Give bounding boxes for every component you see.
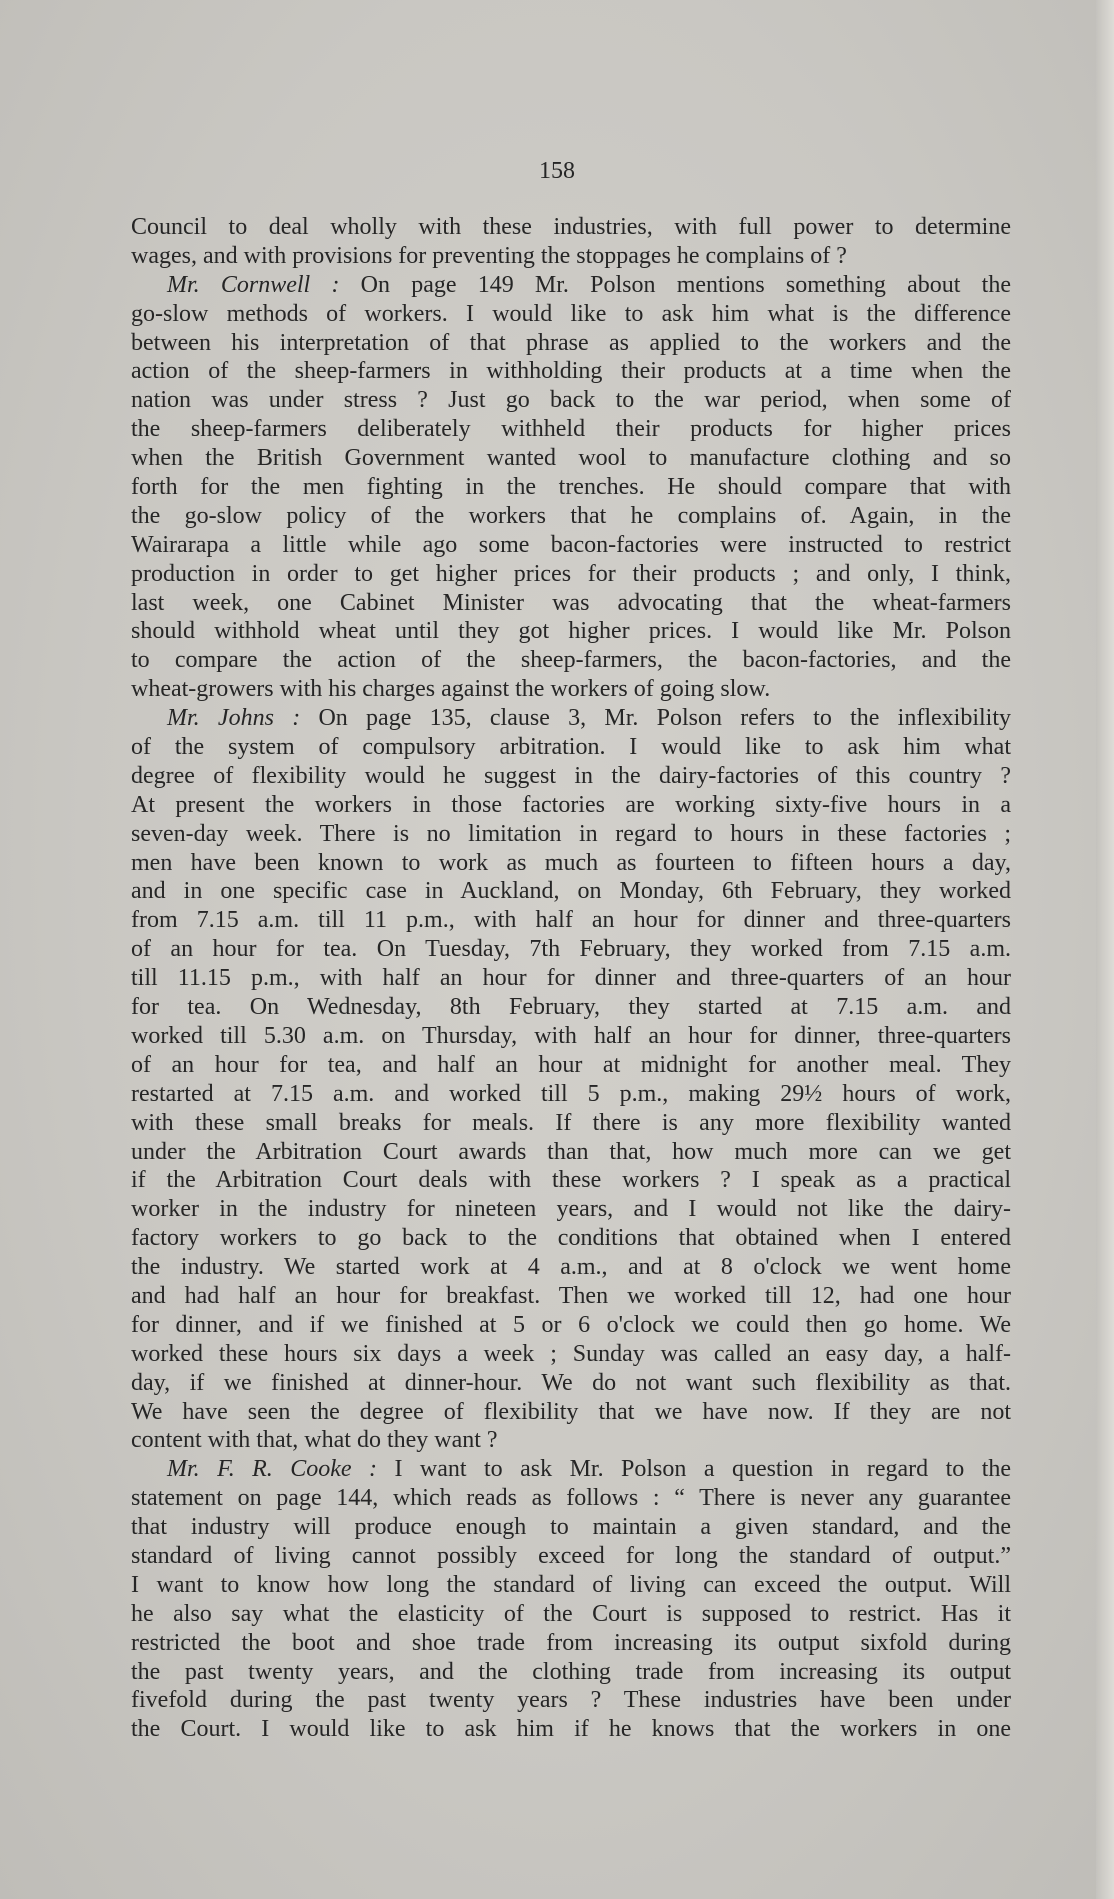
text-line: when the British Government wanted wool to manufacture clothing and so <box>131 445 1011 472</box>
text-line: action of the sheep-farmers in withholding their products at a time when the <box>131 358 1011 385</box>
text-line: the Court. I would like to ask him if he knows that the workers in one <box>131 1716 1011 1743</box>
text-line: between his interpretation of that phrase as applied to the workers and the <box>131 329 1011 356</box>
text-line: nation was under stress ? Just go back to the war period, when some of <box>131 387 1011 414</box>
text-line: of an hour for tea. On Tuesday, 7th February, they worked from 7.15 a.m. <box>131 936 1011 963</box>
speaker-name: Mr. Johns : <box>167 705 301 732</box>
text-line: and in one specific case in Auckland, on Monday, 6th February, they worked <box>131 878 1011 905</box>
text-line: he also say what the elasticity of the Court is supposed to restrict. Has it <box>131 1600 1011 1627</box>
text-line <box>131 1455 1011 1484</box>
text-line: restricted the boot and shoe trade from increasing its output sixfold during <box>131 1629 1011 1656</box>
text-line: fivefold during the past twenty years ? These industries have been under <box>131 1687 1011 1714</box>
text-line: At present the workers in those factories are working sixty-five hours in a <box>131 791 1011 818</box>
text-line: under the Arbitration Court awards than that, how much more can we get <box>131 1138 1011 1165</box>
text-line: day, if we finished at dinner-hour. We do not want such flexibility as that. <box>131 1369 1011 1396</box>
text-line: Wairarapa a little while ago some bacon-factories were instructed to restrict <box>131 531 1011 558</box>
text-line: of the system of compulsory arbitration. I would like to ask him what <box>131 734 1011 761</box>
text-line: factory workers to go back to the conditions that obtained when I entered <box>131 1225 1011 1252</box>
text-line: We have seen the degree of flexibility that we have now. If they are not <box>131 1398 1011 1425</box>
speech-text: I want to ask Mr. Polson a question in regard to the <box>377 1456 1012 1483</box>
text-line: that industry will produce enough to maintain a given standard, and the <box>131 1514 1011 1541</box>
text-line: the sheep-farmers deliberately withheld their products for higher prices <box>131 416 1011 443</box>
text-line: for dinner, and if we finished at 5 or 6 o'clock we could then go home. We <box>131 1311 1011 1338</box>
text-line: for tea. On Wednesday, 8th February, they started at 7.15 a.m. and <box>131 994 1011 1021</box>
speech-text: On page 135, clause 3, Mr. Polson refers to the inflexibility <box>300 705 1011 732</box>
text-line: standard of living cannot possibly exceed for long the standard of output.” <box>131 1542 1011 1569</box>
text-line: to compare the action of the sheep-farmers, the bacon-factories, and the <box>131 647 1011 674</box>
text-line: wages, and with provisions for preventing the stoppages he complains of ? <box>131 242 847 269</box>
speaker-name: Mr. Cornwell : <box>167 271 340 298</box>
page-number: 158 <box>539 158 575 184</box>
speaker-name: Mr. F. R. Cooke : <box>167 1456 378 1483</box>
text-line: and had half an hour for breakfast. Then we worked till 12, had one hour <box>131 1282 1011 1309</box>
text-line: seven-day week. There is no limitation in regard to hours in these factories ; <box>131 820 1011 847</box>
speech-text: On page 149 Mr. Polson mentions something about the <box>339 271 1011 298</box>
text-line: if the Arbitration Court deals with these workers ? I speak as a practical <box>131 1167 1011 1194</box>
text-line: last week, one Cabinet Minister was advocating that the wheat-farmers <box>131 589 1011 616</box>
text-line: with these small breaks for meals. If there is any more flexibility wanted <box>131 1109 1011 1136</box>
page-body-text <box>131 213 1011 1744</box>
text-line: statement on page 144, which reads as follows : “ There is never any guarantee <box>131 1485 1011 1512</box>
text-line: worker in the industry for nineteen years, and I would not like the dairy- <box>131 1196 1011 1223</box>
text-line: should withhold wheat until they got higher prices. I would like Mr. Polson <box>131 618 1011 645</box>
text-line: go-slow methods of workers. I would like to ask him what is the difference <box>131 300 1011 327</box>
text-line: I want to know how long the standard of living can exceed the output. Will <box>131 1571 1011 1598</box>
text-line: Council to deal wholly with these industries, with full power to determine <box>131 214 1011 240</box>
text-line <box>131 704 1011 733</box>
text-line: worked these hours six days a week ; Sunday was called an easy day, a half- <box>131 1340 1011 1367</box>
text-line: from 7.15 a.m. till 11 p.m., with half an hour for dinner and three-quarters <box>131 907 1011 934</box>
page-edge <box>1096 0 1114 1899</box>
text-line: the industry. We started work at 4 a.m., and at 8 o'clock we went home <box>131 1254 1011 1281</box>
text-line: content with that, what do they want ? <box>131 1427 498 1454</box>
text-line: degree of flexibility would he suggest in the dairy-factories of this country ? <box>131 762 1011 789</box>
text-line <box>131 271 1011 300</box>
text-line: till 11.15 p.m., with half an hour for dinner and three-quarters of an hour <box>131 965 1011 992</box>
text-line: men have been known to work as much as fourteen to fifteen hours a day, <box>131 849 1011 876</box>
text-line: the past twenty years, and the clothing trade from increasing its output <box>131 1658 1011 1685</box>
text-line: the go-slow policy of the workers that he complains of. Again, in the <box>131 502 1011 529</box>
text-line: production in order to get higher prices for their products ; and only, I think, <box>131 560 1011 587</box>
text-line: restarted at 7.15 a.m. and worked till 5 p.m., making 29½ hours of work, <box>131 1080 1011 1107</box>
text-line: worked till 5.30 a.m. on Thursday, with half an hour for dinner, three-quarters <box>131 1022 1011 1049</box>
text-line: wheat-growers with his charges against the workers of going slow. <box>131 676 771 703</box>
text-line: forth for the men fighting in the trenches. He should compare that with <box>131 474 1011 501</box>
text-line: of an hour for tea, and half an hour at midnight for another meal. They <box>131 1051 1011 1078</box>
